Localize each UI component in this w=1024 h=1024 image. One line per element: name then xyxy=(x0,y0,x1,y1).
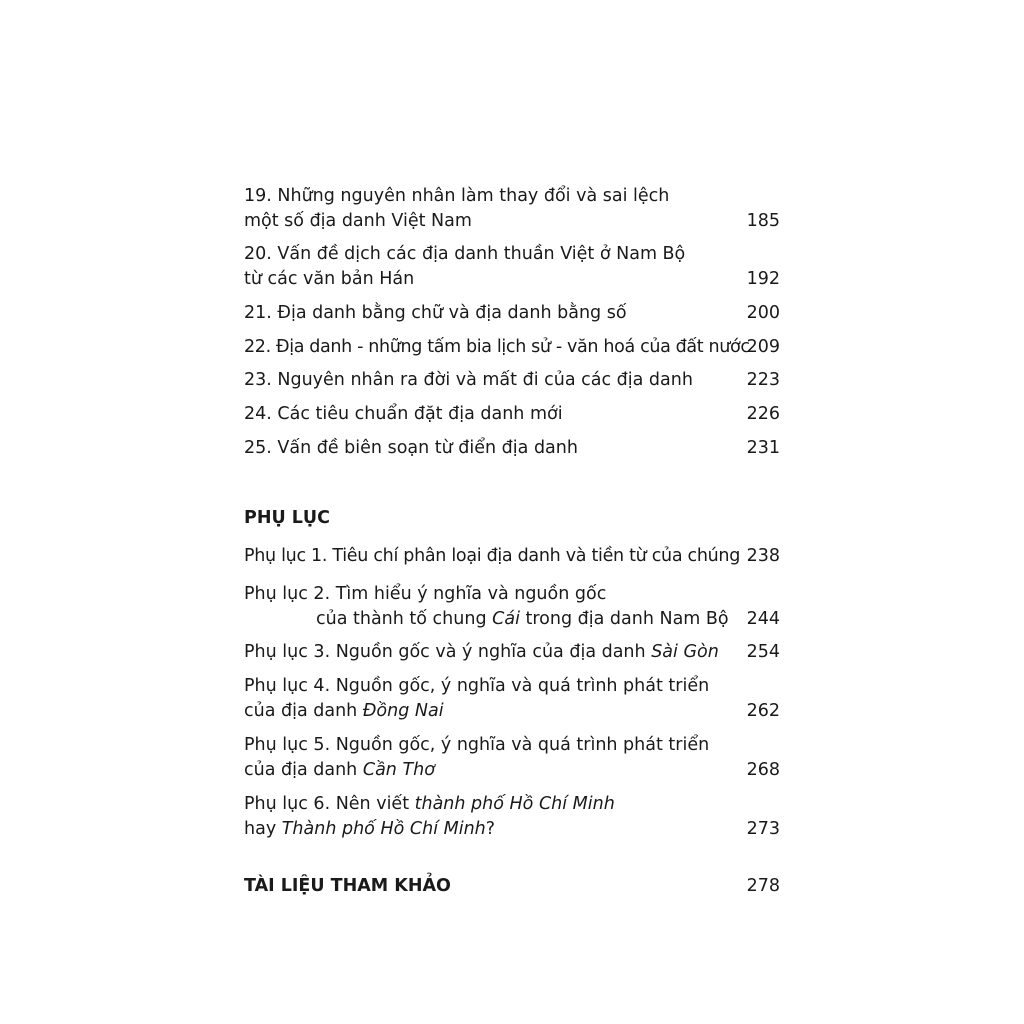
appendix-heading: PHỤ LỤC xyxy=(244,508,330,528)
toc-entry-line xyxy=(244,209,780,234)
toc-entry-line xyxy=(244,368,780,393)
toc-page-number: 278 xyxy=(746,876,780,896)
toc-entry-text: của địa danh xyxy=(244,701,363,721)
toc-entry xyxy=(244,436,780,461)
toc-entry-text: Phụ lục 6. Nên viết xyxy=(244,794,415,814)
toc-entry-line: Phụ lục 2. Tìm hiểu ý nghĩa và nguồn gốc xyxy=(244,584,607,604)
toc-entry-line xyxy=(244,436,780,461)
toc-entry-line xyxy=(244,544,780,569)
toc-entry-text: ? xyxy=(485,819,496,839)
toc-entry xyxy=(244,368,780,393)
toc-entry-line: Phụ lục 4. Nguồn gốc, ý nghĩa và quá trình phát triển xyxy=(244,676,710,696)
toc-entry-text: 21. Địa danh bằng chữ và địa danh bằng số xyxy=(244,303,627,323)
toc-entry-italic: Cái xyxy=(492,609,520,629)
toc-entry-text: của địa danh xyxy=(244,760,363,780)
toc-entry-line xyxy=(244,402,780,427)
toc-entry-line xyxy=(244,817,780,842)
toc-page-number: 244 xyxy=(746,609,780,629)
toc-page-number: 209 xyxy=(746,337,780,357)
toc-entry-line: 19. Những nguyên nhân làm thay đổi và sai lệch xyxy=(244,186,670,206)
toc-page-number: 200 xyxy=(746,303,780,323)
toc-entry xyxy=(244,733,780,783)
toc-entry-italic: Đồng Nai xyxy=(362,701,444,721)
toc-entry-text: 25. Vấn đề biên soạn từ điển địa danh xyxy=(244,438,578,458)
toc-entry-text: 22. Địa danh - những tấm bia lịch sử - văn hoá của đất nước xyxy=(244,337,750,357)
toc-entry-text: Phụ lục 1. Tiêu chí phân loại địa danh và tiền từ của chúng xyxy=(244,546,741,566)
toc-entry-text: từ các văn bản Hán xyxy=(244,269,415,289)
toc-page-number: 268 xyxy=(746,760,780,780)
toc-page-number: 192 xyxy=(746,269,780,289)
toc-entry xyxy=(244,792,780,842)
toc-entry-text: trong địa danh Nam Bộ xyxy=(519,609,729,629)
toc-entry xyxy=(244,402,780,427)
toc-page-number: 223 xyxy=(746,370,780,390)
toc-entry-line xyxy=(244,758,780,783)
toc-entry xyxy=(244,335,780,360)
toc-entry-italic: thành phố Hồ Chí Minh xyxy=(414,794,615,814)
toc-entry-line xyxy=(244,874,780,899)
toc-page-number: 231 xyxy=(746,438,780,458)
toc-entry-text: một số địa danh Việt Nam xyxy=(244,211,472,231)
toc-page-number: 226 xyxy=(746,404,780,424)
toc-entry-line: 20. Vấn đề dịch các địa danh thuần Việt ở Nam Bộ xyxy=(244,244,686,264)
toc-entry xyxy=(244,242,780,292)
toc-entry-line xyxy=(244,607,780,632)
toc-entry xyxy=(244,640,780,665)
toc-entry-line xyxy=(244,301,780,326)
toc-entry-line xyxy=(244,699,780,724)
toc-page-number: 238 xyxy=(746,546,780,566)
toc-entry xyxy=(244,674,780,724)
toc-entry xyxy=(244,582,780,632)
toc-entry-line xyxy=(244,640,780,665)
toc-entry-line xyxy=(244,335,780,360)
toc-entry-italic: Thành phố Hồ Chí Minh xyxy=(281,819,486,839)
toc-entry-italic: Sài Gòn xyxy=(651,642,719,662)
toc-page-number: 262 xyxy=(746,701,780,721)
toc-entry-line: Phụ lục 5. Nguồn gốc, ý nghĩa và quá trình phát triển xyxy=(244,735,710,755)
toc-entry xyxy=(244,184,780,234)
references-heading: TÀI LIỆU THAM KHẢO xyxy=(244,876,451,896)
toc-entry-line xyxy=(244,267,780,292)
toc-entry-text: hay xyxy=(244,819,282,839)
toc-page-number: 273 xyxy=(746,819,780,839)
toc-entry-text: 23. Nguyên nhân ra đời và mất đi của các địa danh xyxy=(244,370,693,390)
toc-page-number: 254 xyxy=(746,642,780,662)
toc-entry xyxy=(244,301,780,326)
toc-entry xyxy=(244,544,780,569)
toc-entry-line xyxy=(244,792,780,817)
toc-page-number: 185 xyxy=(746,211,780,231)
toc-entry-text: 24. Các tiêu chuẩn đặt địa danh mới xyxy=(244,404,563,424)
toc-entry-text: Phụ lục 3. Nguồn gốc và ý nghĩa của địa danh xyxy=(244,642,652,662)
toc-entry-text: của thành tố chung xyxy=(316,609,493,629)
toc-entry-italic: Cần Thơ xyxy=(362,760,435,780)
references-entry xyxy=(244,874,780,899)
